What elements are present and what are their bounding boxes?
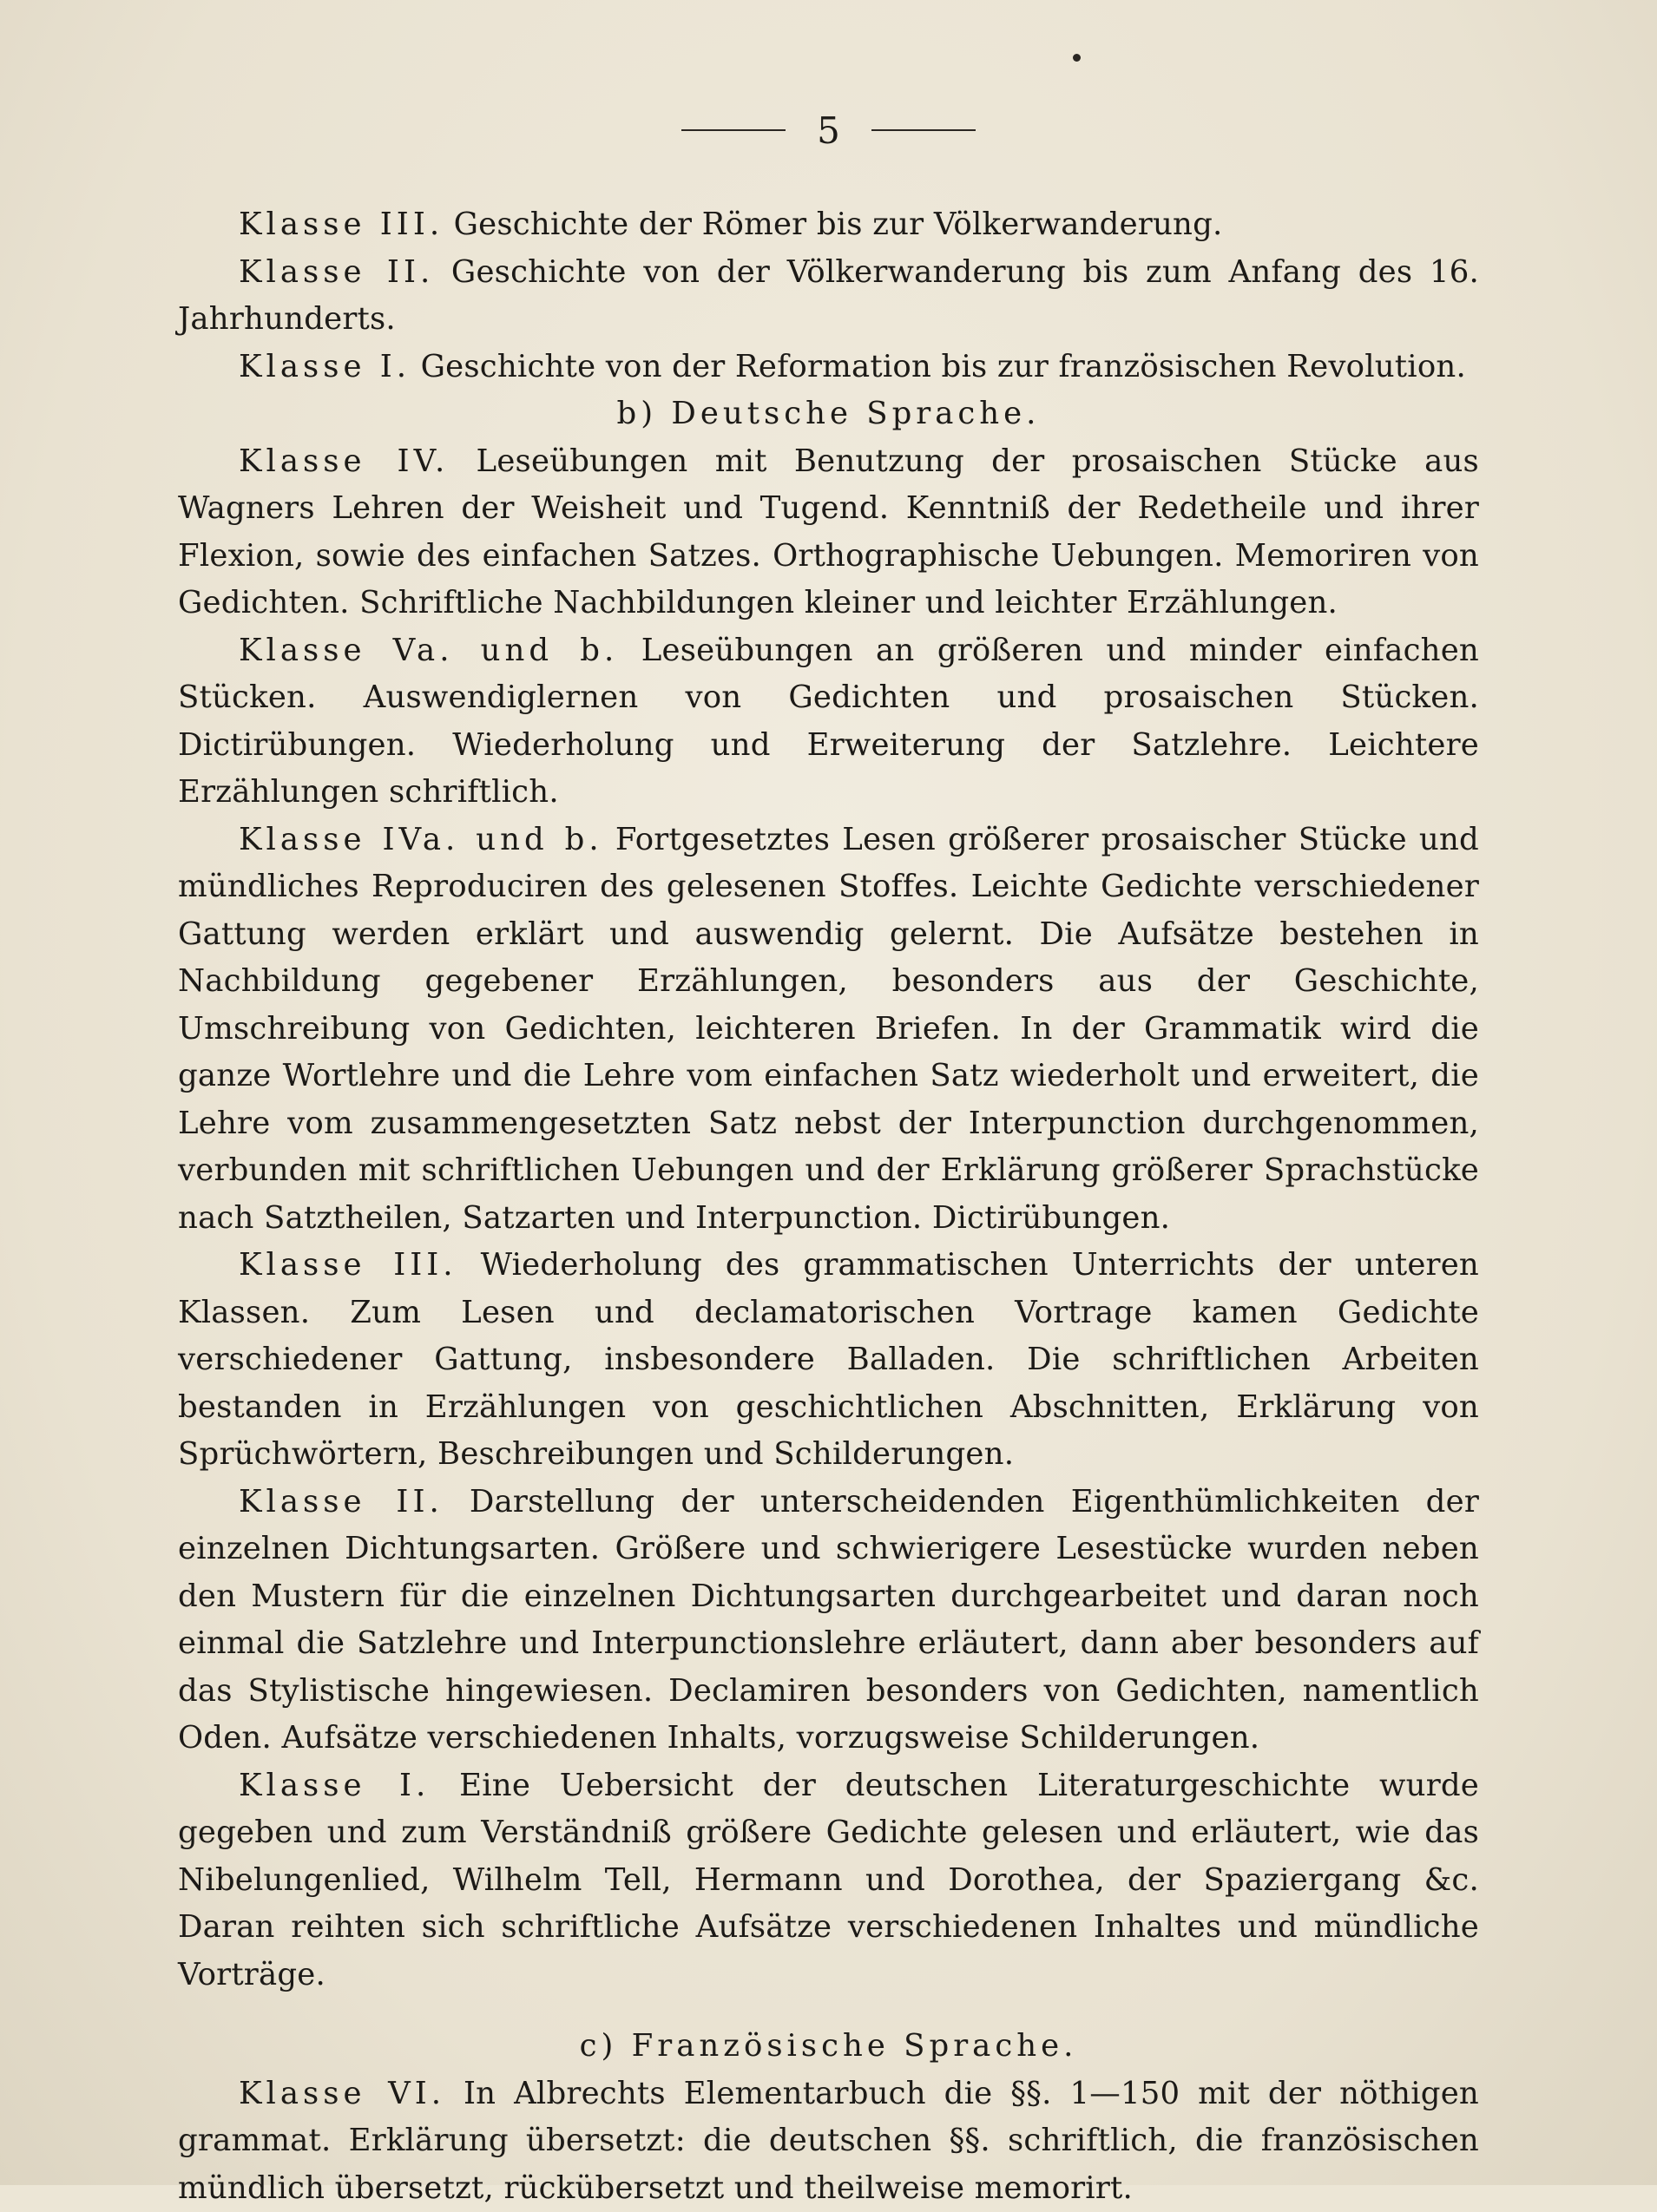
- paragraph-geschichte-klasse-2: [178, 249, 1479, 344]
- paragraph-text: Eine Uebersicht der deutschen Literaturgeschichte wurde gegeben und zum Verständniß größere Gedichte gelesen und erläutert, wie das Nibelungenlied, Wilhelm Tell, Hermann und Dorothea, der Spaziergang &c. Daran reihten sich schriftliche Aufsätze verschiedenen Inhaltes und mündliche Vorträge.: [178, 1768, 1479, 1992]
- paragraph-geschichte-klasse-1: [178, 344, 1479, 391]
- paragraph-deutsch-klasse-1: [178, 1762, 1479, 1999]
- klasse-label: Klasse VI.: [239, 2076, 445, 2111]
- paragraph-deutsch-klasse-5ab: [178, 627, 1479, 817]
- paragraph-deutsch-klasse-4ab: [178, 817, 1479, 1243]
- paragraph-text: Wiederholung des grammatischen Unterrichts der unteren Klassen. Zum Lesen und declamatorischen Vortrage kamen Gedichte verschiedener Gattung, insbesondere Balladen. Die schriftlichen Arbeiten bestanden in Erzählungen von geschichtlichen Abschnitten, Erklärung von Sprüchwörtern, Beschreibungen und Schilderungen.: [178, 1247, 1479, 1472]
- paragraph-text: Geschichte von der Reformation bis zur französischen Revolution.: [421, 349, 1466, 384]
- klasse-label: Klasse I.: [239, 1768, 430, 1803]
- klasse-label: Klasse I.: [239, 349, 411, 384]
- body-text: [178, 201, 1479, 2212]
- paragraph-deutsch-klasse-2: [178, 1479, 1479, 1762]
- paragraph-deutsch-klasse-3: [178, 1242, 1479, 1479]
- paragraph-geschichte-klasse-3: [178, 201, 1479, 249]
- paragraph-franzoesisch-klasse-6: [178, 2071, 1479, 2212]
- paragraph-text: Geschichte von der Völkerwanderung bis zum Anfang des 16. Jahrhunderts.: [178, 254, 1479, 338]
- paragraph-text: Geschichte der Römer bis zur Völkerwanderung.: [454, 207, 1223, 242]
- paragraph-text: Leseübungen mit Benutzung der prosaischen Stücke aus Wagners Lehren der Weisheit und Tugend. Kenntniß der Redetheile und ihrer Flexion, sowie des einfachen Satzes. Orthographische Uebungen. Memoriren von Gedichten. Schriftliche Nachbildungen kleiner und leichter Erzählungen.: [178, 443, 1479, 621]
- klasse-label: Klasse III.: [239, 207, 444, 242]
- page-header: [178, 102, 1479, 158]
- klasse-label: Klasse III.: [239, 1247, 457, 1283]
- header-rule-left: [681, 129, 786, 131]
- klasse-label: Klasse Va. und b.: [239, 633, 618, 668]
- header-rule-right: [871, 129, 976, 131]
- page-number: 5: [817, 109, 840, 152]
- paragraph-text: Fortgesetztes Lesen größerer prosaischer Stücke und mündliches Reproduciren des gelesenen Stoffes. Leichte Gedichte verschiedener Gattung werden erklärt und auswendig gelernt. Die Aufsätze bestehen in Nachbildung gegebener Erzählungen, besonders aus der Geschichte, Umschreibung von Gedichten, leichteren Briefen. In der Grammatik wird die ganze Wortlehre und die Lehre vom einfachen Satz wiederholt und erweitert, die Lehre vom zusammengesetzten Satz nebst der Interpunction durchgenommen, verbunden mit schriftlichen Uebungen und der Erklärung größerer Sprachstücke nach Satztheilen, Satzarten und Interpunction. Dictirübungen.: [178, 822, 1479, 1236]
- section-heading-deutsche-sprache: b) Deutsche Sprache.: [178, 391, 1479, 438]
- klasse-label: Klasse II.: [239, 1484, 444, 1520]
- ink-speck: [1073, 54, 1081, 62]
- section-heading-franzoesische-sprache: c) Französische Sprache.: [178, 2023, 1479, 2071]
- paragraph-deutsch-klasse-4: [178, 438, 1479, 627]
- klasse-label: Klasse IV.: [239, 443, 449, 479]
- paragraph-text: In Albrechts Elementarbuch die §§. 1—150 mit der nöthigen grammat. Erklärung übersetzt: die deutschen §§. schriftlich, die französischen mündlich übersetzt, rückübersetzt und theilweise memorirt.: [178, 2076, 1479, 2206]
- paragraph-text: Leseübungen an größeren und minder einfachen Stücken. Auswendiglernen von Gedichten und prosaischen Stücken. Dictirübungen. Wiederholung und Erweiterung der Satzlehre. Leichtere Erzählungen schriftlich.: [178, 633, 1479, 811]
- klasse-label: Klasse II.: [239, 254, 434, 290]
- klasse-label: Klasse IVa. und b.: [239, 822, 603, 857]
- paragraph-text: Darstellung der unterscheidenden Eigenthümlichkeiten der einzelnen Dichtungsarten. Größere und schwierigere Lesestücke wurden neben den Mustern für die einzelnen Dichtungsarten durchgearbeitet und daran noch einmal die Satzlehre und Interpunctionslehre erläutert, dann aber besonders auf das Stylistische hingewiesen. Declamiren besonders von Gedichten, namentlich Oden. Aufsätze verschiedenen Inhalts, vorzugsweise Schilderungen.: [178, 1484, 1479, 1756]
